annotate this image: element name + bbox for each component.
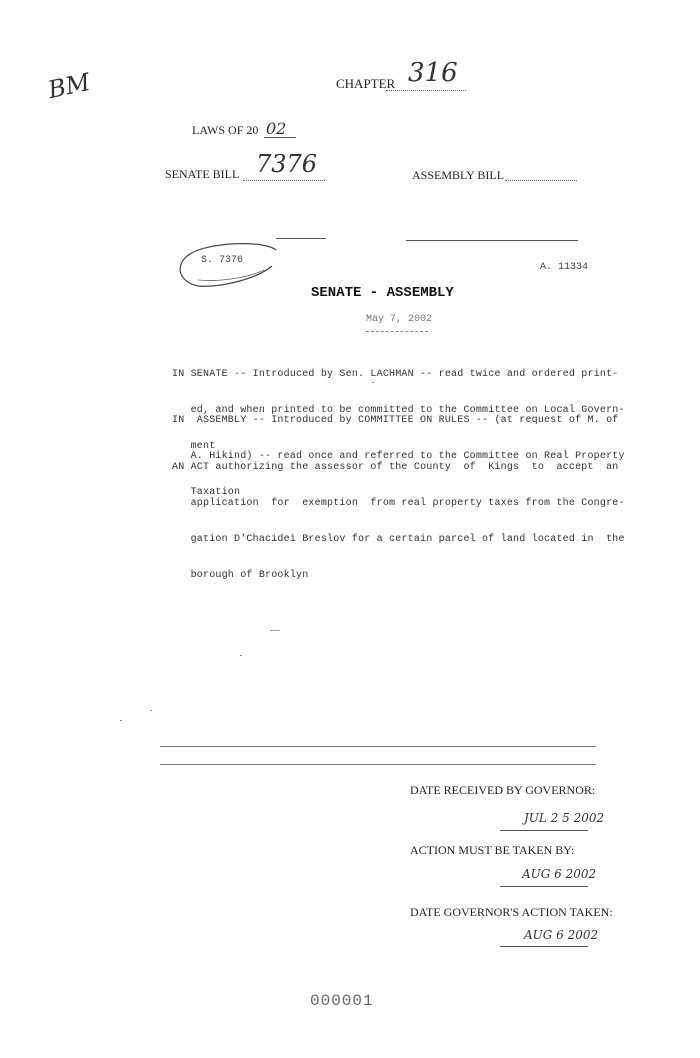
handwritten-initials: BM [45, 67, 93, 105]
speck [120, 720, 122, 721]
laws-year: 02 [266, 119, 287, 138]
act-line-4: borough of Brooklyn [172, 570, 309, 581]
assembly-bill-underline [505, 180, 577, 181]
senate-line-1: IN SENATE -- Introduced by Sen. LACHMAN -- read twice and ordered print- [172, 369, 619, 380]
senate-line-2: ed, and when printed to be committed to the Committee on Local Govern- [172, 405, 625, 416]
page-number: 000001 [310, 992, 374, 1010]
speck [372, 382, 374, 383]
rule-right [406, 240, 578, 241]
action-taken-label: DATE GOVERNOR'S ACTION TAKEN: [410, 905, 613, 919]
chapter-number: 316 [408, 58, 458, 88]
bill-title: SENATE - ASSEMBLY [311, 285, 454, 301]
date-received-label: DATE RECEIVED BY GOVERNOR: [410, 783, 596, 797]
chapter-underline [386, 90, 466, 91]
bill-date: May 7, 2002 [366, 314, 433, 325]
senate-bill-label: SENATE BILL [165, 167, 240, 181]
date-underline [366, 331, 428, 332]
laws-underline [264, 137, 296, 138]
speck [150, 710, 152, 711]
speck [240, 655, 242, 656]
assembly-bill-label: ASSEMBLY BILL [412, 168, 505, 182]
act-paragraph [172, 438, 625, 594]
date-received-value: JUL 2 5 2002 [524, 811, 605, 825]
assembly-line-1: IN ASSEMBLY -- Introduced by COMMITTEE ON RULES -- (at request of M. of [172, 415, 619, 426]
rule-lower-1 [160, 746, 596, 747]
laws-label: LAWS OF 20 [192, 123, 259, 137]
received-underline [500, 830, 588, 831]
act-line-3: gation D'Chacidei Breslov for a certain parcel of land located in the [172, 534, 625, 545]
assembly-number: A. 11334 [540, 262, 589, 273]
assembly-line-3: Taxation [172, 487, 241, 498]
action-taken-value: AUG 6 2002 [524, 928, 599, 942]
rule-left [276, 238, 326, 239]
act-line-1: AN ACT authorizing the assessor of the County of Kings to accept an [172, 462, 619, 473]
senate-line-3: ment [172, 441, 216, 452]
speck [270, 630, 280, 631]
senate-bill-underline [243, 180, 325, 181]
action-must-value: AUG 6 2002 [522, 867, 597, 881]
action-underline [500, 886, 588, 887]
assembly-line-2: A. Hikind) -- read once and referred to the Committee on Real Property [172, 451, 625, 462]
rule-lower-2 [160, 764, 596, 765]
senate-number: S. 7376 [201, 255, 244, 266]
chapter-label: CHAPTER [336, 76, 396, 91]
senate-bill-number: 7376 [256, 150, 318, 178]
action-must-label: ACTION MUST BE TAKEN BY: [410, 843, 575, 857]
act-line-2: application for exemption from real property taxes from the Congre- [172, 498, 625, 509]
taken-underline [500, 946, 588, 947]
